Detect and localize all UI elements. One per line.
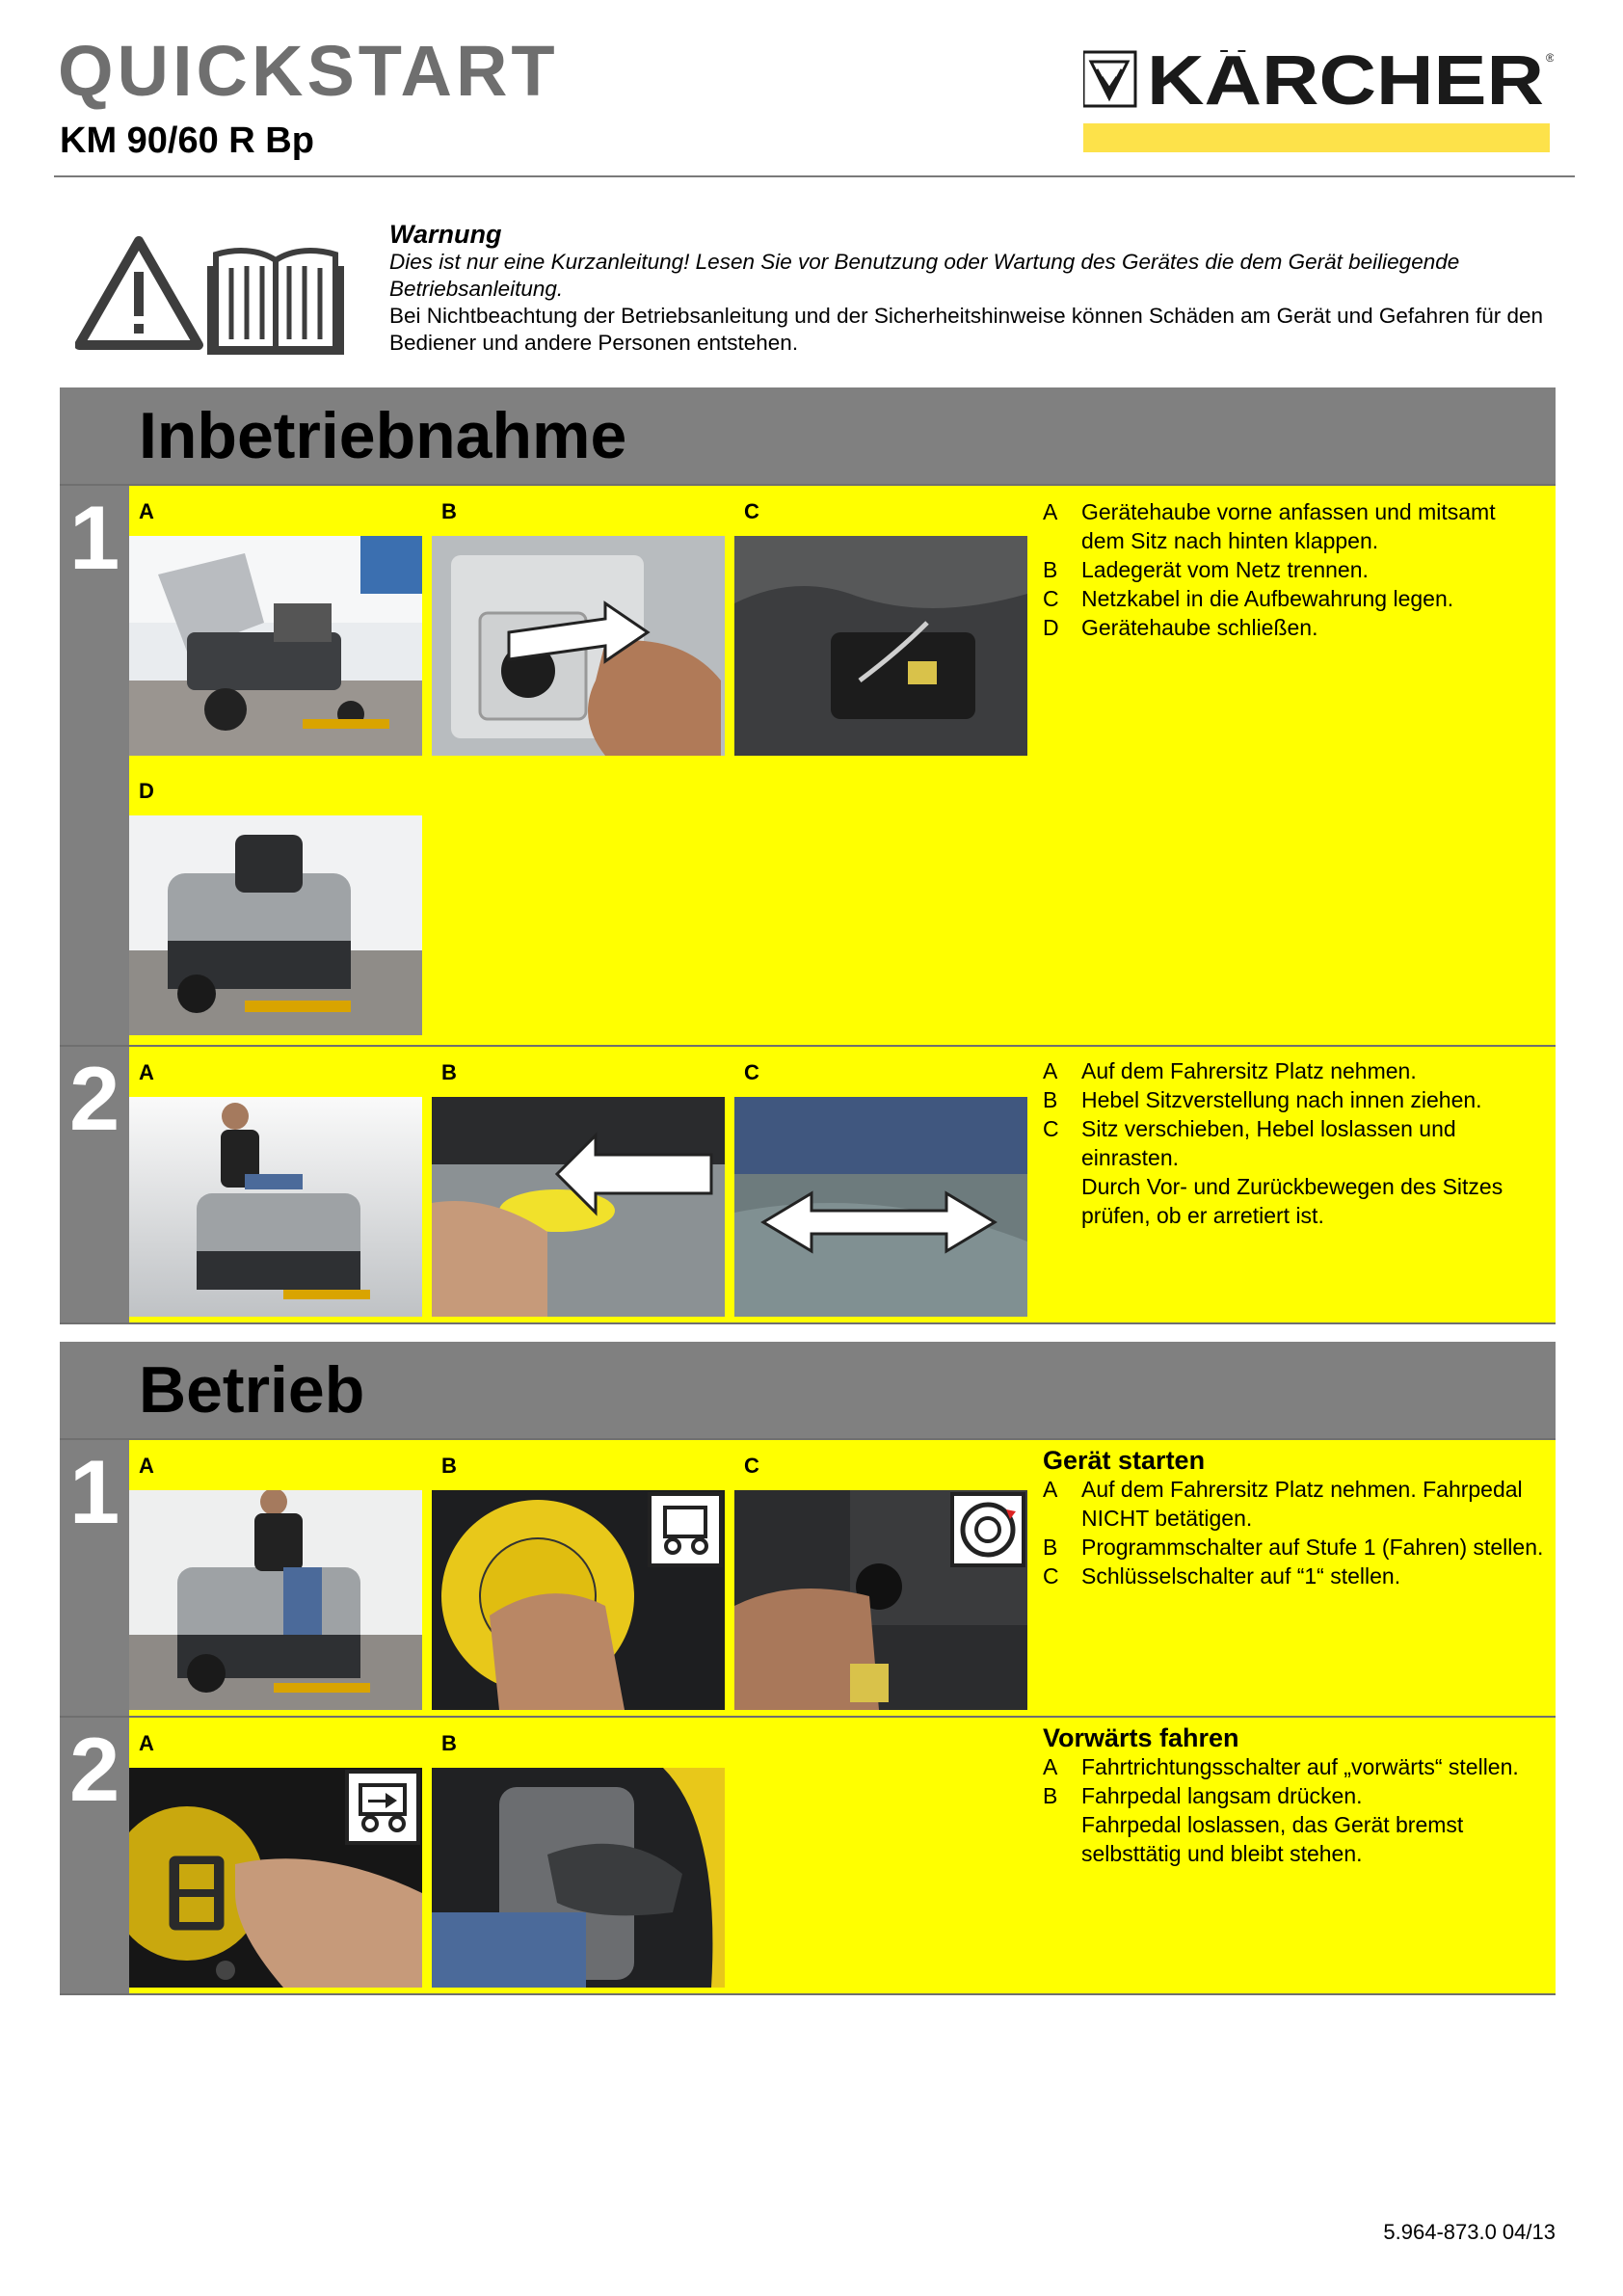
step-letter: A bbox=[1043, 499, 1058, 524]
photo-label: A bbox=[139, 1731, 154, 1755]
section-title: Inbetriebnahme bbox=[139, 399, 627, 472]
photo-sweeper-hood-closed bbox=[129, 815, 422, 1035]
step-text: Fahrpedal loslassen, das Gerät bremst selbsttätig und bleibt stehen. bbox=[1081, 1812, 1464, 1866]
divider bbox=[60, 1993, 1556, 1995]
brand-logo bbox=[1083, 50, 1554, 110]
step-text: Schlüsselschalter auf “1“ stellen. bbox=[1081, 1563, 1401, 1589]
warning-icons bbox=[75, 233, 349, 355]
photo-driver-seated bbox=[129, 1097, 422, 1317]
open-book-icon bbox=[210, 251, 341, 353]
warning-triangle-icon bbox=[79, 241, 199, 345]
document-number: 5.964-873.0 04/13 bbox=[1383, 2220, 1556, 2244]
step-letter: A bbox=[1043, 1058, 1058, 1083]
photo-drive-pedal bbox=[432, 1768, 725, 1988]
step-number: 2 bbox=[69, 1048, 120, 1149]
step-letter: B bbox=[1043, 557, 1058, 582]
step-letter bbox=[1043, 1810, 1081, 1868]
photo-label: A bbox=[139, 499, 154, 523]
warning-text bbox=[389, 220, 1556, 357]
photo-seat-lever bbox=[432, 1097, 725, 1317]
step-item bbox=[1043, 497, 1544, 555]
step-letter: A bbox=[1043, 1477, 1058, 1502]
step-text: Auf dem Fahrersitz Platz nehmen. Fahrpedal NICHT betätigen. bbox=[1081, 1477, 1523, 1531]
photo-key-switch bbox=[734, 1490, 1027, 1710]
header-divider bbox=[54, 175, 1575, 177]
step-text: Durch Vor- und Zurückbewegen des Sitzes prüfen, ob er arretiert ist. bbox=[1081, 1174, 1503, 1228]
step-item bbox=[1043, 1752, 1554, 1781]
photo-label: A bbox=[139, 1454, 154, 1478]
steps-list bbox=[1043, 1723, 1554, 1868]
step-item bbox=[1043, 1172, 1544, 1230]
step-letter bbox=[1043, 1172, 1081, 1230]
step-text: Programmschalter auf Stufe 1 (Fahren) stellen. bbox=[1081, 1535, 1544, 1560]
step-letter: A bbox=[1043, 1754, 1058, 1779]
step-letter: B bbox=[1043, 1783, 1058, 1808]
forward-direction-icon bbox=[347, 1772, 418, 1843]
photo-label: B bbox=[441, 1731, 457, 1755]
step-text: Ladegerät vom Netz trennen. bbox=[1081, 557, 1369, 582]
vehicle-symbol-icon bbox=[650, 1494, 721, 1565]
photo-cable-storage bbox=[734, 536, 1027, 756]
section-header-betrieb bbox=[60, 1342, 1556, 1438]
steps-list bbox=[1043, 1056, 1544, 1230]
key-switch-symbol-icon bbox=[952, 1494, 1024, 1565]
step-number: 2 bbox=[69, 1719, 120, 1820]
section-title: Betrieb bbox=[139, 1353, 365, 1427]
step-item bbox=[1043, 1056, 1544, 1085]
step-item bbox=[1043, 1533, 1554, 1562]
photo-label: A bbox=[139, 1060, 154, 1084]
photo-direction-switch bbox=[129, 1768, 422, 1988]
step-letter: B bbox=[1043, 1087, 1058, 1112]
steps-list bbox=[1043, 497, 1544, 642]
warning-line-1: Dies ist nur eine Kurzanleitung! Lesen Sie vor Benutzung oder Wartung des Gerätes die dem Gerät beiliegende Betriebsanleitung. bbox=[389, 250, 1460, 301]
photo-label: C bbox=[744, 1060, 759, 1084]
step-letter: B bbox=[1043, 1535, 1058, 1560]
steps-heading: Vorwärts fahren bbox=[1043, 1723, 1239, 1752]
step-item bbox=[1043, 1475, 1554, 1533]
step-text: Gerätehaube schließen. bbox=[1081, 615, 1318, 640]
brand-accent-bar bbox=[1083, 123, 1550, 152]
step-item bbox=[1043, 1810, 1554, 1868]
photo-driver-start bbox=[129, 1490, 422, 1710]
step-text: Hebel Sitzverstellung nach innen ziehen. bbox=[1081, 1087, 1482, 1112]
step-text: Fahrpedal langsam drücken. bbox=[1081, 1783, 1363, 1808]
section-header-inbetriebnahme bbox=[60, 387, 1556, 484]
warning-line-2: Bei Nichtbeachtung der Betriebsanleitung und der Sicherheitshinweise können Schäden am Gerät und Gefahren für den Bediener und andere Personen entstehen. bbox=[389, 304, 1544, 355]
step-letter: D bbox=[1043, 615, 1059, 640]
step-item bbox=[1043, 1085, 1544, 1114]
step-text: Fahrtrichtungsschalter auf „vorwärts“ stellen. bbox=[1081, 1754, 1519, 1779]
step-text: Sitz verschieben, Hebel loslassen und einrasten. bbox=[1081, 1116, 1456, 1170]
photo-label: B bbox=[441, 499, 457, 523]
svg-text:®: ® bbox=[1546, 51, 1554, 65]
photo-label: C bbox=[744, 499, 759, 523]
photo-label: B bbox=[441, 1060, 457, 1084]
step-letter: C bbox=[1043, 1116, 1059, 1141]
photo-seat-adjust bbox=[734, 1097, 1027, 1317]
step-item bbox=[1043, 1114, 1544, 1172]
photo-sweeper-hood-open bbox=[129, 536, 422, 756]
step-letter: C bbox=[1043, 1563, 1059, 1589]
step-text: Auf dem Fahrersitz Platz nehmen. bbox=[1081, 1058, 1417, 1083]
photo-unplug-charger bbox=[432, 536, 725, 756]
divider bbox=[60, 1322, 1556, 1324]
step-text: Gerätehaube vorne anfassen und mitsamt dem Sitz nach hinten klappen. bbox=[1081, 499, 1496, 553]
steps-heading: Gerät starten bbox=[1043, 1446, 1206, 1475]
model-name: KM 90/60 R Bp bbox=[60, 120, 314, 161]
warning-heading: Warnung bbox=[389, 220, 502, 249]
step-number: 1 bbox=[69, 487, 120, 588]
step-item bbox=[1043, 613, 1544, 642]
step-letter: C bbox=[1043, 586, 1059, 611]
photo-label: B bbox=[441, 1454, 457, 1478]
photo-label: D bbox=[139, 779, 154, 803]
page-title: QUICKSTART bbox=[58, 31, 559, 111]
step-item bbox=[1043, 584, 1544, 613]
step-item bbox=[1043, 1562, 1554, 1590]
brand-name: KÄRCHER bbox=[1147, 50, 1544, 110]
step-text: Netzkabel in die Aufbewahrung legen. bbox=[1081, 586, 1454, 611]
step-number: 1 bbox=[69, 1441, 120, 1542]
photo-label: C bbox=[744, 1454, 759, 1478]
step-item bbox=[1043, 1781, 1554, 1810]
step-item bbox=[1043, 555, 1544, 584]
photo-program-switch bbox=[432, 1490, 725, 1710]
steps-list bbox=[1043, 1446, 1554, 1590]
